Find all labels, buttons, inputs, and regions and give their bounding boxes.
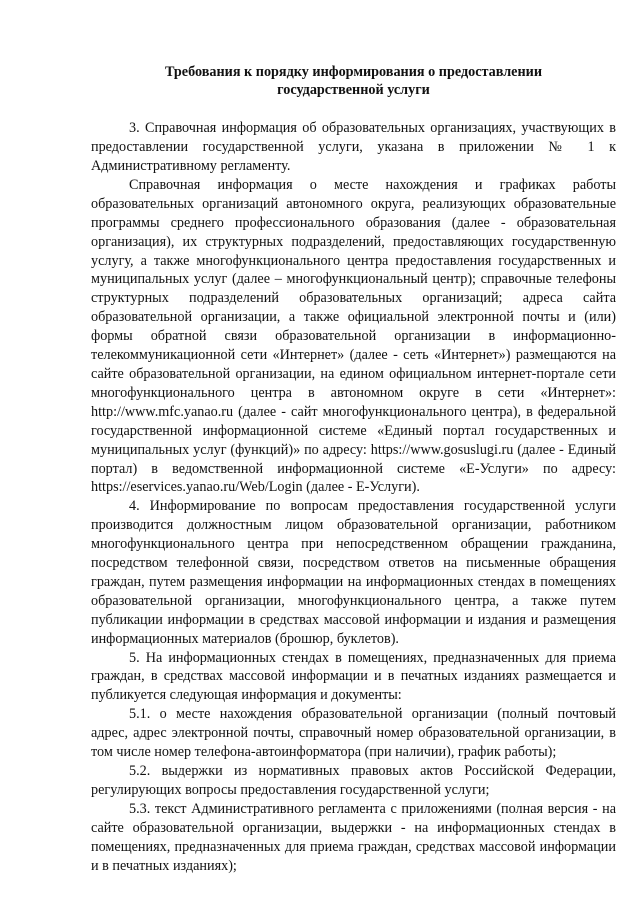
document-title: Требования к порядку информирования о предоставлении государственной услуги [164,64,543,98]
paragraph-3-reference-info: Справочная информация о месте нахождения и графиках работы образовательных организаций автономного округа, реализующих образовательные программы среднего профессионального образования (далее - образовательная организация), их структурных подразделений, предоставляющих государственную услугу, а также многофункционального центра предоставления государственных и муниципальных услуг (далее – многофункциональный центр); справочные телефоны структурных подразделений образовательных организаций; адреса сайта образовательной организации, а также официальной электронной почты и (или) формы обратной связи образовательной организации в информационно-телекоммуникационной сети «Интернет» (далее - сеть «Интернет») размещаются на сайте образовательной организации, на едином официальном интернет-портале сети многофункционального центра в автономном округе в сети «Интернет»: http://www.mfc.yanao.ru (далее - сайт многофункционального центра), в федеральной государственной информационной системе «Единый портал государственных и муниципальных услуг (функций)» по адресу: https://www.gosuslugi.ru (далее - Единый портал) в ведомственной информационной системе «Е-Услуги» по адресу: https://eservices.yanao.ru/Web/Login (далее - Е-Услуги). [91,176,616,496]
paragraph-5-3: 5.3. текст Административного регламента с приложениями (полная версия - на сайте образовательной организации, выдержки - на информационных стендах в помещениях, предназначенных для приема граждан, средствах массовой информации и в печатных изданиях); [91,800,616,874]
paragraph-4: 4. Информирование по вопросам предоставления государственной услуги производится должностным лицом образовательной организации, работником многофункционального центра при непосредственном обращении гражданина, посредством телефонной связи, посредством ответов на письменные обращения граждан, путем размещения информации на информационных стендах в помещениях образовательной организации, многофункционального центра, а также путем публикации информации в средствах массовой информации и издания и размещения информационных материалов (брошюр, буклетов). [91,498,616,647]
paragraph-3: 3. Справочная информация об образовательных организациях, участвующих в предоставлении государственной услуги, указана в приложении № 1 к Административному регламенту. [91,120,616,174]
paragraph-5-2: 5.2. выдержки из нормативных правовых актов Российской Федерации, регулирующих вопросы предоставления государственной услуги; [91,763,616,798]
paragraph-5: 5. На информационных стендах в помещениях, предназначенных для приема граждан, в средствах массовой информации и в печатных изданиях размещается и публикуется следующая информация и документы: [91,649,616,704]
paragraph-5-1: 5.1. о месте нахождения образовательной организации (полный почтовый адрес, адрес электронной почты, справочный номер образовательной организации, в том числе номер телефона-автоинформатора (при наличии), график работы); [91,706,616,761]
